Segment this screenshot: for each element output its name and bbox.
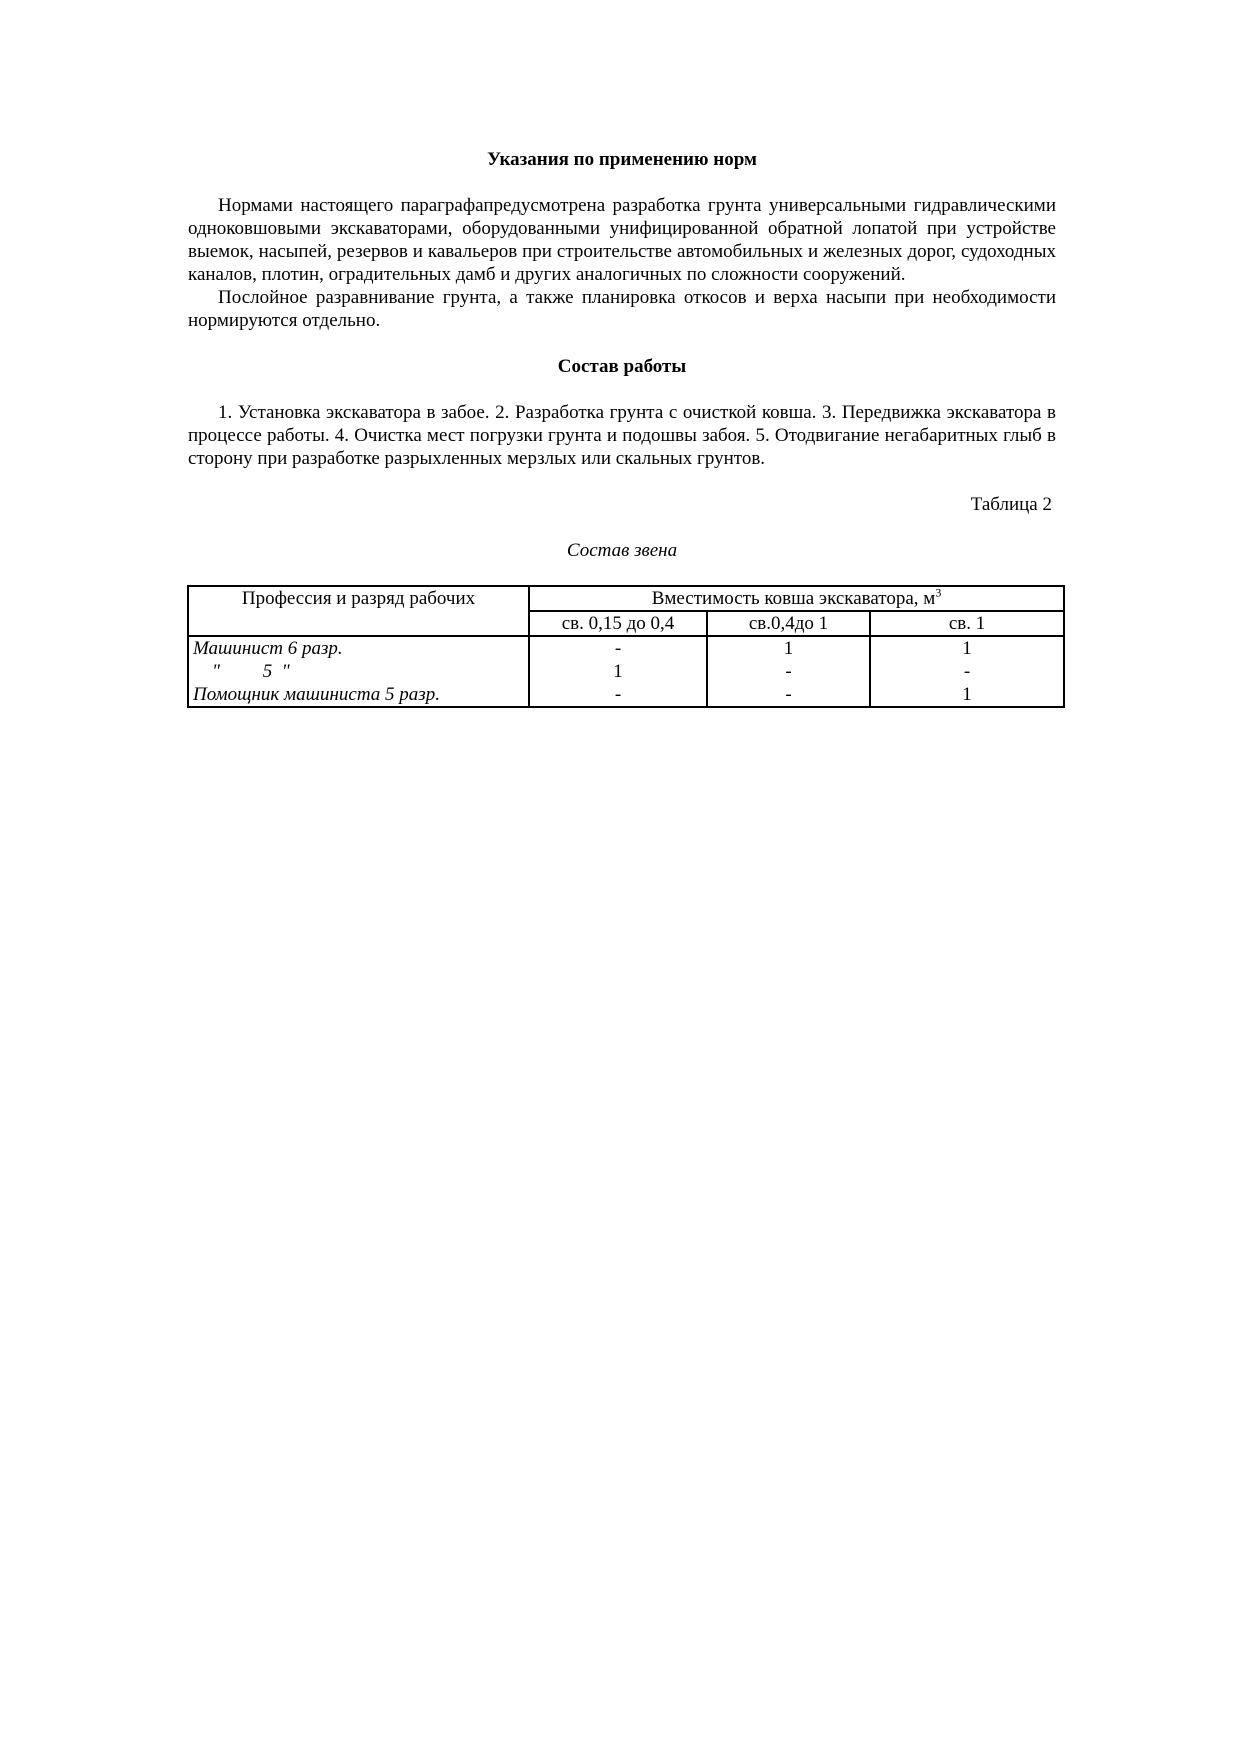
table-row	[188, 660, 1064, 683]
crew-table	[187, 585, 1065, 708]
row-value: 1	[707, 636, 870, 660]
row-profession: " 5 "	[188, 660, 529, 683]
row-profession: Помощник машиниста 5 разр.	[188, 683, 529, 707]
row-value: 1	[529, 660, 707, 683]
row-value: -	[529, 636, 707, 660]
table-row	[188, 636, 1064, 660]
row-value: 1	[870, 683, 1064, 707]
row-value: 1	[870, 636, 1064, 660]
paragraph-norms-scope: Нормами настоящего параграфапредусмотрена разработка грунта универсальными гидравлическими одноковшовыми экскаваторами, оборудованными унифицированной обратной лопатой при устройстве выемок, насыпей, резервов и кавальеров при строительстве автомобильных и железных дорог, судоходных каналов, плотин, оградительных дамб и других аналогичных по сложности сооружений.	[188, 195, 1056, 285]
subheader-capacity-3: св. 1	[870, 611, 1064, 636]
table-row	[188, 683, 1064, 707]
paragraph-work-steps: 1. Установка экскаватора в забое. 2. Разработка грунта с очисткой ковша. 3. Передвижка экскаватора в процессе работы. 4. Очистка мест погрузки грунта и подошвы забоя. 5. Отодвигание негабаритных глыб в сторону при разработке разрыхленных мерзлых или скальных грунтов.	[188, 402, 1056, 469]
row-value: -	[529, 683, 707, 707]
row-value: -	[870, 660, 1064, 683]
document-page	[188, 148, 1056, 708]
paragraph-layer-leveling: Послойное разравнивание грунта, а также планировка откосов и верха насыпи при необходимости нормируются отдельно.	[188, 287, 1056, 331]
row-profession: Машинист 6 разр.	[188, 636, 529, 660]
row-value: -	[707, 683, 870, 707]
header-bucket-capacity-unit-power: 3	[935, 585, 942, 600]
table-title: Состав звена	[566, 540, 678, 561]
heading-norms-application: Указания по применению норм	[487, 149, 757, 170]
subheader-capacity-1: св. 0,15 до 0,4	[529, 611, 707, 636]
table-number: Таблица 2	[970, 494, 1052, 515]
header-profession: Профессия и разряд рабочих	[188, 586, 529, 611]
heading-work-composition: Состав работы	[557, 356, 687, 377]
header-bucket-capacity-label: Вместимость ковша экскаватора, м	[651, 587, 936, 609]
subheader-capacity-2: св.0,4до 1	[707, 611, 870, 636]
header-bucket-capacity	[529, 586, 1064, 611]
table-header-row	[188, 586, 1064, 611]
header-profession-empty	[188, 611, 529, 636]
table-subheader-row	[188, 611, 1064, 636]
row-value: -	[707, 660, 870, 683]
